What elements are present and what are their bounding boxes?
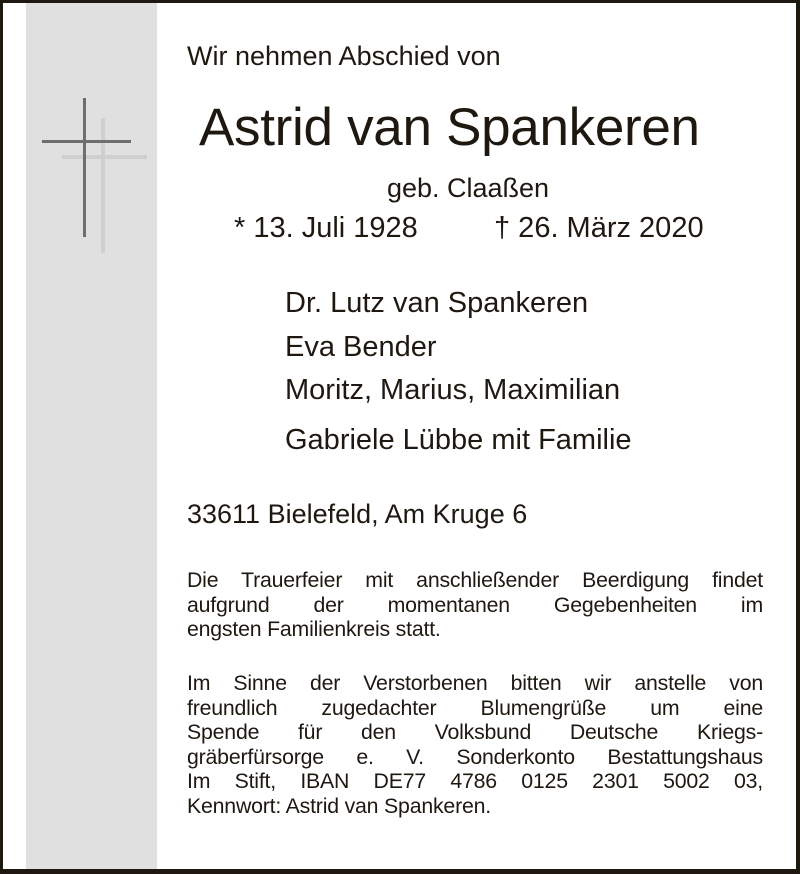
obituary-notice: [3, 3, 796, 869]
death-date: † 26. März 2020: [494, 212, 704, 244]
mourner-name: Dr. Lutz van Spankeren: [285, 287, 589, 319]
paragraph-line: gräberfürsorge e. V. Sonderkonto Bestattungshaus: [187, 744, 763, 769]
paragraph-line: Die Trauerfeier mit anschließender Beerdigung findet: [187, 568, 763, 592]
paragraph-line: Kennwort: Astrid van Spankeren.: [187, 793, 491, 818]
deceased-name: Astrid van Spankeren: [199, 98, 700, 157]
paragraph-line: freundlich zugedachter Blumengrüße um eine: [187, 695, 763, 720]
paragraph-line: Spende für den Volksbund Deutsche Kriegs-: [187, 720, 763, 745]
maiden-name: geb. Claaßen: [386, 173, 550, 203]
mourner-name: Eva Bender: [285, 331, 437, 363]
mourner-name: Moritz, Marius, Maximilian: [285, 374, 621, 406]
paragraph-line: Im Stift, IBAN DE77 4786 0125 2301 5002 03,: [187, 769, 763, 794]
funeral-info-paragraph: [187, 568, 763, 642]
family-address: 33611 Bielefeld, Am Kruge 6: [187, 499, 528, 529]
paragraph-line: aufgrund der momentanen Gegebenheiten im: [187, 592, 763, 617]
intro-text: Wir nehmen Abschied von: [187, 41, 501, 71]
birth-date: * 13. Juli 1928: [234, 212, 418, 244]
cross-icon: [3, 3, 163, 273]
mourner-name: Gabriele Lübbe mit Familie: [285, 424, 632, 456]
donation-paragraph: [187, 671, 763, 819]
paragraph-line: Im Sinne der Verstorbenen bitten wir anstelle von: [187, 671, 763, 695]
paragraph-line: engsten Familienkreis statt.: [187, 617, 441, 642]
